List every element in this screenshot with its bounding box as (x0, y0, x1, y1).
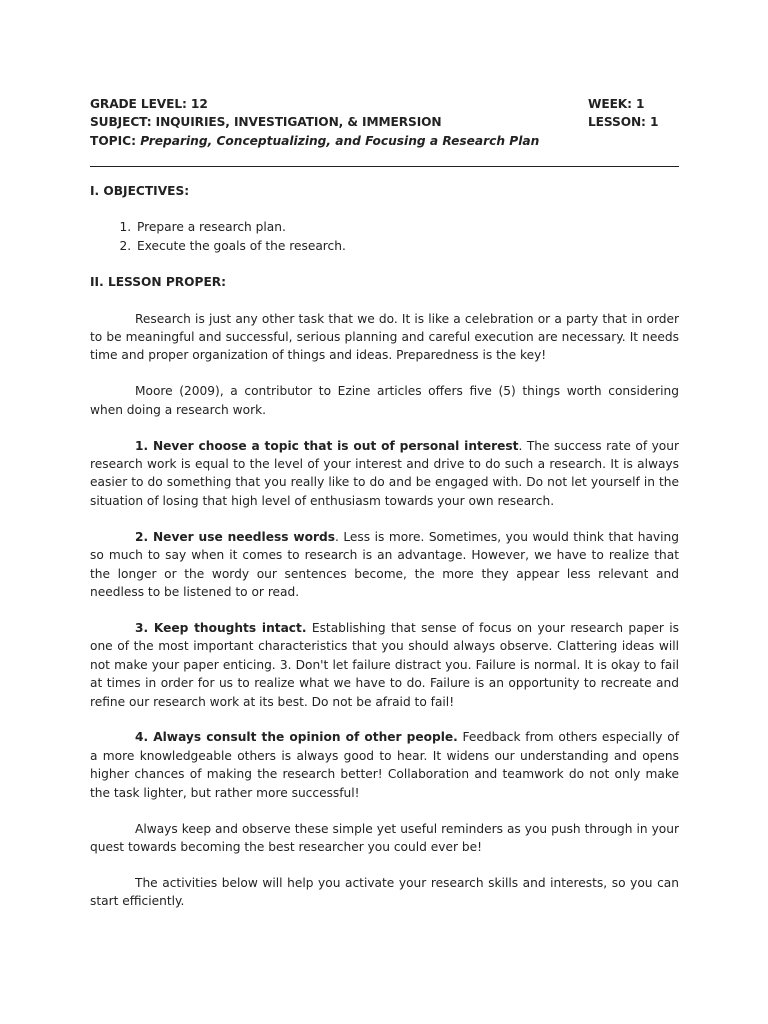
header-row-2 (90, 113, 680, 131)
tip-paragraph-3 (90, 619, 679, 711)
tip-title: 1. Never choose a topic that is out of personal interest (135, 438, 519, 453)
objectives-heading: I. OBJECTIVES: (90, 184, 190, 198)
tip-paragraph-2 (90, 528, 679, 602)
lesson-heading: II. LESSON PROPER: (90, 275, 227, 290)
topic-label: TOPIC: (90, 133, 141, 148)
topic (90, 132, 680, 150)
tip-title: 2. Never use needless words (135, 529, 335, 544)
tip-title: 3. Keep thoughts intact. (135, 620, 307, 635)
tip-body: . Less is more. Sometimes, you would think that having so much to say when it comes to research is an advantage. However, we have to realize that the longer or the wordy our sentences become, the more they appear less relevant and needless to be listened to or read. (90, 529, 679, 599)
document-header (90, 95, 680, 150)
objectives-list (90, 218, 679, 255)
topic-value: Preparing, Conceptualizing, and Focusing a Research Plan (140, 133, 540, 148)
header-divider (90, 166, 679, 167)
activities-paragraph: The activities below will help you activate your research skills and interests, so you can start efficiently. (90, 875, 679, 909)
tip-body: Establishing that sense of focus on your research paper is one of the most important characteristics that you should always observe. Clattering ideas will not make your paper enticing. 3. Don't let failure distract you. Failure is normal. It is okay to fail at times in order for us to realize what we have to do. Failure is an opportunity to recreate and refine our research work at its best. Do not be afraid to fail! (90, 620, 679, 709)
intro-paragraph: Research is just any other task that we do. It is like a celebration or a party that in order to be meaningful and successful, serious planning and careful execution are necessary. It needs time and proper organization of things and ideas. Preparedness is the key! (90, 311, 679, 363)
document-body (90, 182, 679, 928)
reminder-paragraph: Always keep and observe these simple yet useful reminders as you push through in your quest towards becoming the best researcher you could ever be! (90, 821, 679, 854)
header-row-1 (90, 95, 680, 113)
objective-item: 2. Execute the goals of the research. (135, 237, 679, 255)
tip-body: . The success rate of your research work is equal to the level of your interest and drive to do such a research. It is always easier to do something that you really like to do and be engaged with. Do not let yourself in the situation of losing that high level of enthusiasm towards your own research. (90, 438, 679, 508)
lesson-number: LESSON: 1 (588, 115, 659, 130)
grade-level: GRADE LEVEL: 12 (90, 97, 208, 111)
moore-paragraph: Moore (2009), a contributor to Ezine articles offers five (5) things worth considering when doing a research work. (90, 384, 679, 417)
tip-body: Feedback from others especially of a more knowledgeable others is always good to hear. It widens our understanding and opens higher chances of making the research better! Collaboration and teamwork do not only make the task lighter, but rather more successful! (90, 730, 679, 800)
objective-item: 1. Prepare a research plan. (135, 218, 679, 236)
week: WEEK: 1 (588, 97, 645, 111)
subject: SUBJECT: INQUIRIES, INVESTIGATION, & IMMERSION (90, 115, 442, 130)
tip-paragraph-4 (90, 728, 679, 802)
tip-paragraph-1 (90, 437, 679, 511)
tip-title: 4. Always consult the opinion of other people. (135, 730, 458, 745)
